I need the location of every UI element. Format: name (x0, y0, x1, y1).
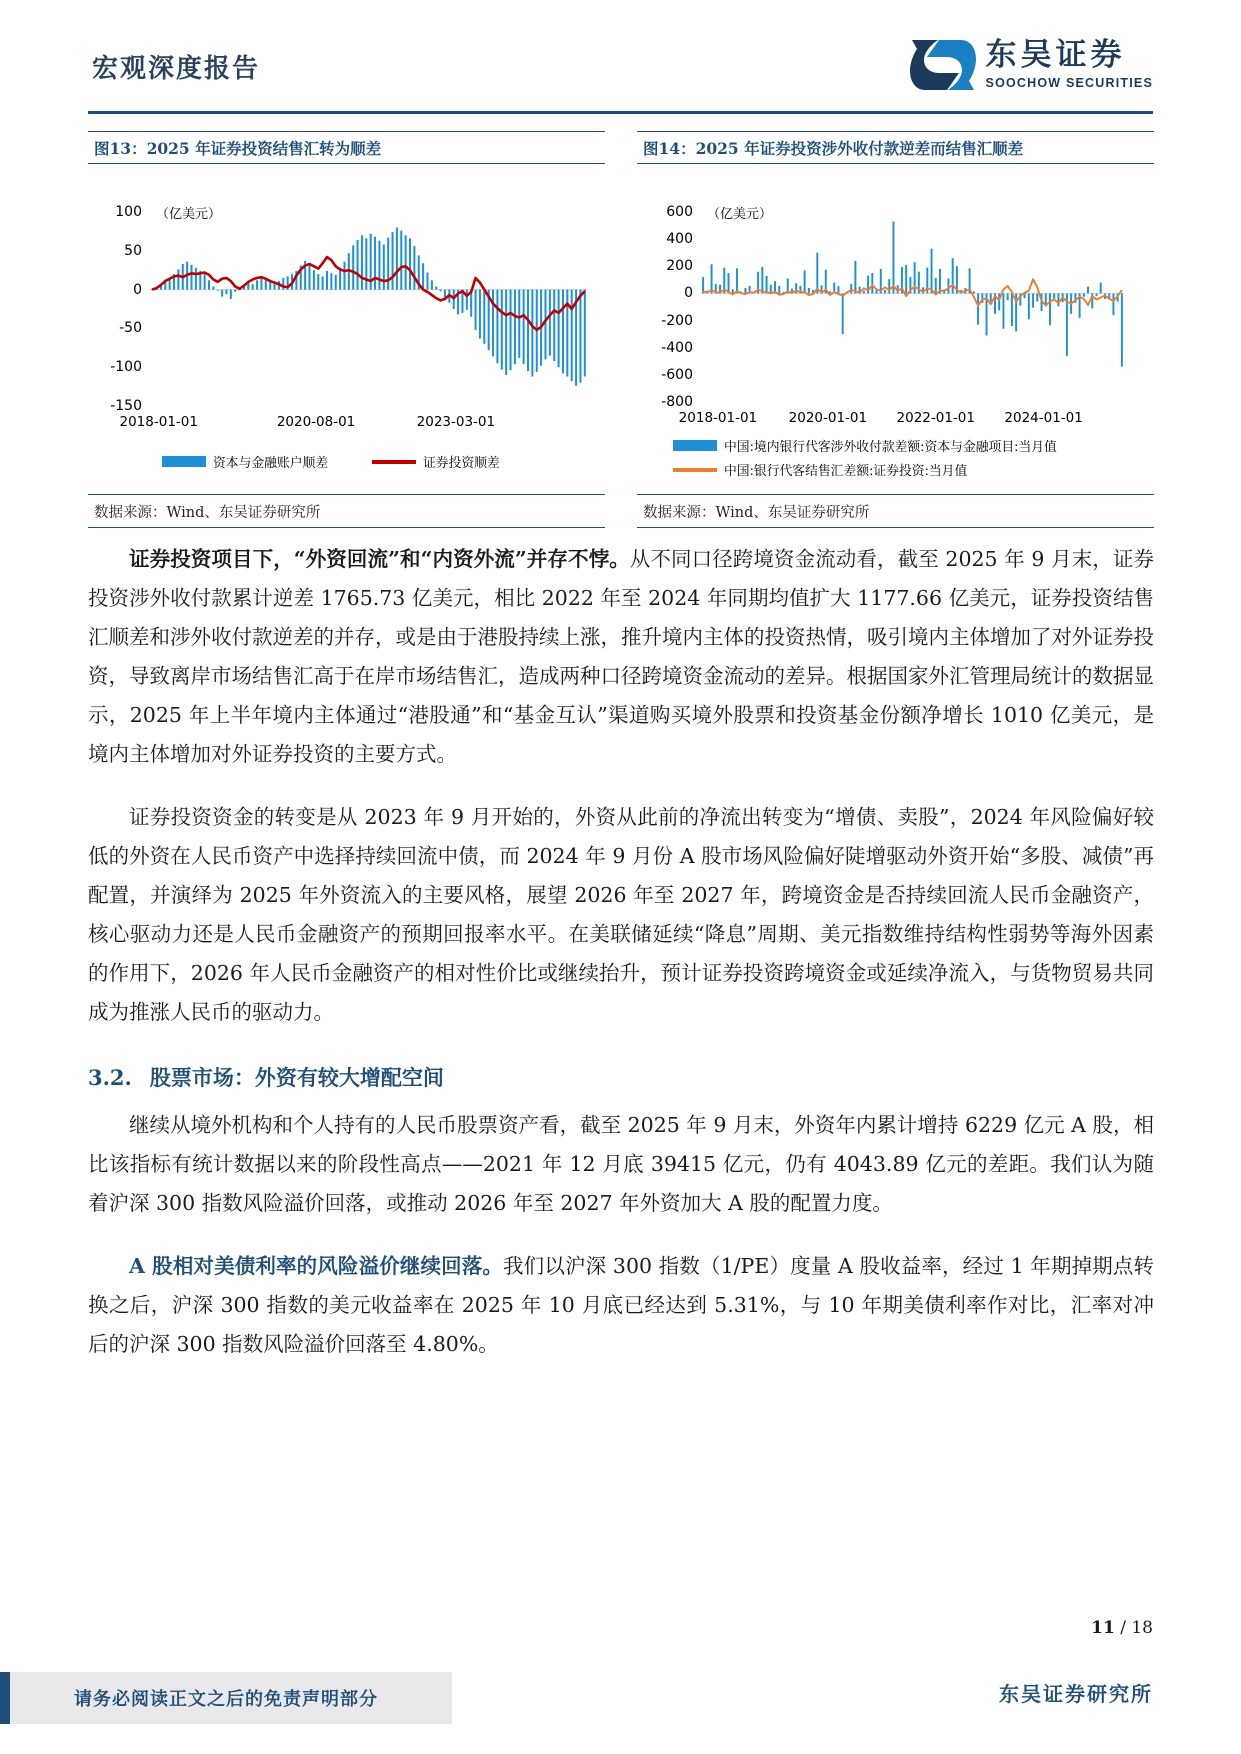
page-footer (0, 1672, 1241, 1724)
chart-legend-item (673, 460, 967, 479)
page-total: 18 (1131, 1618, 1153, 1638)
figure-13-chart (88, 164, 621, 494)
report-type-label: 宏观深度报告 (92, 54, 261, 84)
logo-en-text: SOOCHOW SECURITIES (985, 76, 1153, 91)
x-axis-tick: 2023-03-01 (416, 414, 496, 430)
x-axis-tick: 2022-01-01 (896, 410, 975, 426)
chart-unit-label: （亿美元） (707, 207, 773, 222)
chart-legend-item (673, 436, 1057, 455)
paragraph-4-rest: 我们以沪深 300 指数（1/PE）度量 A 股收益率，经过 1 年期掉期点转换之后，沪深 300 指数的美元收益率在 2025 年 10 月底已经达到 5.31%，与 10 年期美债利率作对比，汇率对冲后的沪深 300 指数风险溢价回落至 4.80%。 (88, 1254, 1154, 1356)
paragraph-4 (88, 1247, 1154, 1364)
chart-unit-label: （亿美元） (156, 207, 222, 222)
y-axis-tick: -150 (110, 398, 142, 414)
legend-line-swatch (673, 468, 717, 472)
page-current: 11 (1091, 1618, 1115, 1638)
logo-cn-text: 东吴证券 (985, 37, 1126, 74)
y-axis-tick: 50 (124, 242, 142, 259)
disclaimer-banner (0, 1672, 452, 1724)
figure-13-title: 图13：2025 年证券投资结售汇转为顺差 (88, 131, 605, 164)
figure-13-source: 数据来源：Wind、东吴证券研究所 (88, 494, 605, 528)
legend-line-swatch (372, 460, 416, 464)
y-axis-tick: 100 (115, 204, 142, 220)
disclaimer-accent-bar (0, 1672, 10, 1724)
soochow-logo-icon (910, 36, 976, 94)
y-axis-tick: -400 (661, 339, 693, 356)
paragraph-3: 继续从境外机构和个人持有的人民币股票资产看，截至 2025 年 9 月末，外资年内累计增持 6229 亿元 A 股，相比该指标有统计数据以来的阶段性高点——2021 年 12 月底 39415 亿元，仍有 4043.89 亿元的差距。我们认为随着沪深 300 指数风险溢价回落，或推动 2026 年至 2027 年外资加大 A 股的配置力度。 (88, 1113, 1154, 1215)
disclaimer-text: 请务必阅读正文之后的免责声明部分 (74, 1689, 378, 1710)
x-axis-tick: 2018-01-01 (678, 410, 758, 426)
section-title: 股票市场：外资有较大增配空间 (149, 1065, 444, 1090)
legend-label: 中国:银行代客结售汇差额:证券投资:当月值 (724, 464, 968, 479)
y-axis-tick: -100 (110, 359, 142, 376)
y-axis-tick: 400 (666, 231, 693, 248)
bar-series (151, 228, 586, 386)
chart-legend-item (372, 452, 500, 471)
legend-bar-swatch (162, 456, 206, 467)
figures-block (88, 131, 1154, 528)
legend-label: 资本与金融账户顺差 (213, 456, 329, 471)
figure-14-title: 图14：2025 年证券投资涉外收付款逆差而结售汇顺差 (637, 131, 1154, 164)
y-axis-tick: 200 (666, 258, 693, 275)
chart-legend-item (162, 452, 328, 471)
paragraph-1 (88, 540, 1154, 774)
paragraph-2: 证券投资资金的转变是从 2023 年 9 月开始的，外资从此前的净流出转变为“增债、卖股”，2024 年风险偏好较低的外资在人民币资产中选择持续回流中债，而 2024 年 9 月份 A 股市场风险偏好陡增驱动外资开始“多股、减债”再配置，并演绎为 2025 年外资流入的主要风格，展望 2026 年至 2027 年，跨境资金是否持续回流人民币金融资产，核心驱动力还是人民币金融资产的预期回报率水平。在美联储延续“降息”周期、美元指数维持结构性弱势等海外因素的作用下，2026 年人民币金融资产的相对性价比或继续抬升，预计证券投资跨境资金或延续净流入，与货物贸易共同成为推涨人民币的驱动力。 (88, 805, 1154, 1024)
y-axis-tick: -600 (661, 366, 693, 383)
bar-series (702, 222, 1123, 367)
y-axis-tick: -50 (119, 320, 142, 337)
header-divider (88, 111, 1153, 114)
figure-13 (88, 131, 621, 528)
y-axis-tick: -800 (661, 394, 693, 410)
y-axis-tick: 600 (666, 204, 693, 220)
paragraph-1-rest: 从不同口径跨境资金流动看，截至 2025 年 9 月末，证券投资涉外收付款累计逆差 1765.73 亿美元，相比 2022 年至 2024 年同期均值扩大 1177.66 亿美元，证券投资结售汇顺差和涉外收付款逆差的并存，或是由于港股持续上涨，推升境内主体的投资热情，吸引境内主体增加了对外证券投资，导致离岸市场结售汇高于在岸市场结售汇，造成两种口径跨境资金流动的差异。根据国家外汇管理局统计的数据显示，2025 年上半年境内主体通过“港股通”和“基金互认”渠道购买境外股票和投资基金份额净增长 1010 亿美元，是境内主体增加对外证券投资的主要方式。 (88, 547, 1154, 766)
article-body (88, 540, 1154, 1368)
figure-14 (621, 131, 1154, 528)
company-logo (910, 36, 1153, 94)
x-axis-tick: 2020-01-01 (788, 410, 868, 426)
institute-name: 东吴证券研究所 (999, 1682, 1153, 1706)
legend-label: 中国:境内银行代客涉外收付款差额:资本与金融项目:当月值 (724, 440, 1057, 455)
section-heading (88, 1062, 1154, 1092)
page-number (1091, 1618, 1153, 1638)
chart-plot-area (88, 164, 605, 494)
x-axis-tick: 2018-01-01 (119, 414, 198, 430)
x-axis-tick: 2020-08-01 (276, 414, 356, 430)
legend-label: 证券投资顺差 (423, 456, 500, 471)
y-axis-tick: 0 (684, 285, 693, 302)
figure-14-source: 数据来源：Wind、东吴证券研究所 (637, 494, 1154, 528)
legend-bar-swatch (673, 440, 717, 451)
paragraph-1-lead: 证券投资项目下，“外资回流”和“内资外流”并存不悖。 (129, 547, 630, 571)
paragraph-4-lead: A 股相对美债利率的风险溢价继续回落。 (129, 1254, 504, 1278)
section-number: 3.2. (88, 1065, 132, 1090)
page-separator: / (1120, 1618, 1126, 1638)
x-axis-tick: 2024-01-01 (1004, 410, 1083, 426)
y-axis-tick: -200 (661, 312, 693, 329)
y-axis-tick: 0 (133, 281, 142, 298)
page-header (0, 0, 1241, 118)
figure-14-body (621, 164, 1154, 494)
figure-14-chart (621, 164, 1154, 494)
figure-13-body (88, 164, 621, 494)
